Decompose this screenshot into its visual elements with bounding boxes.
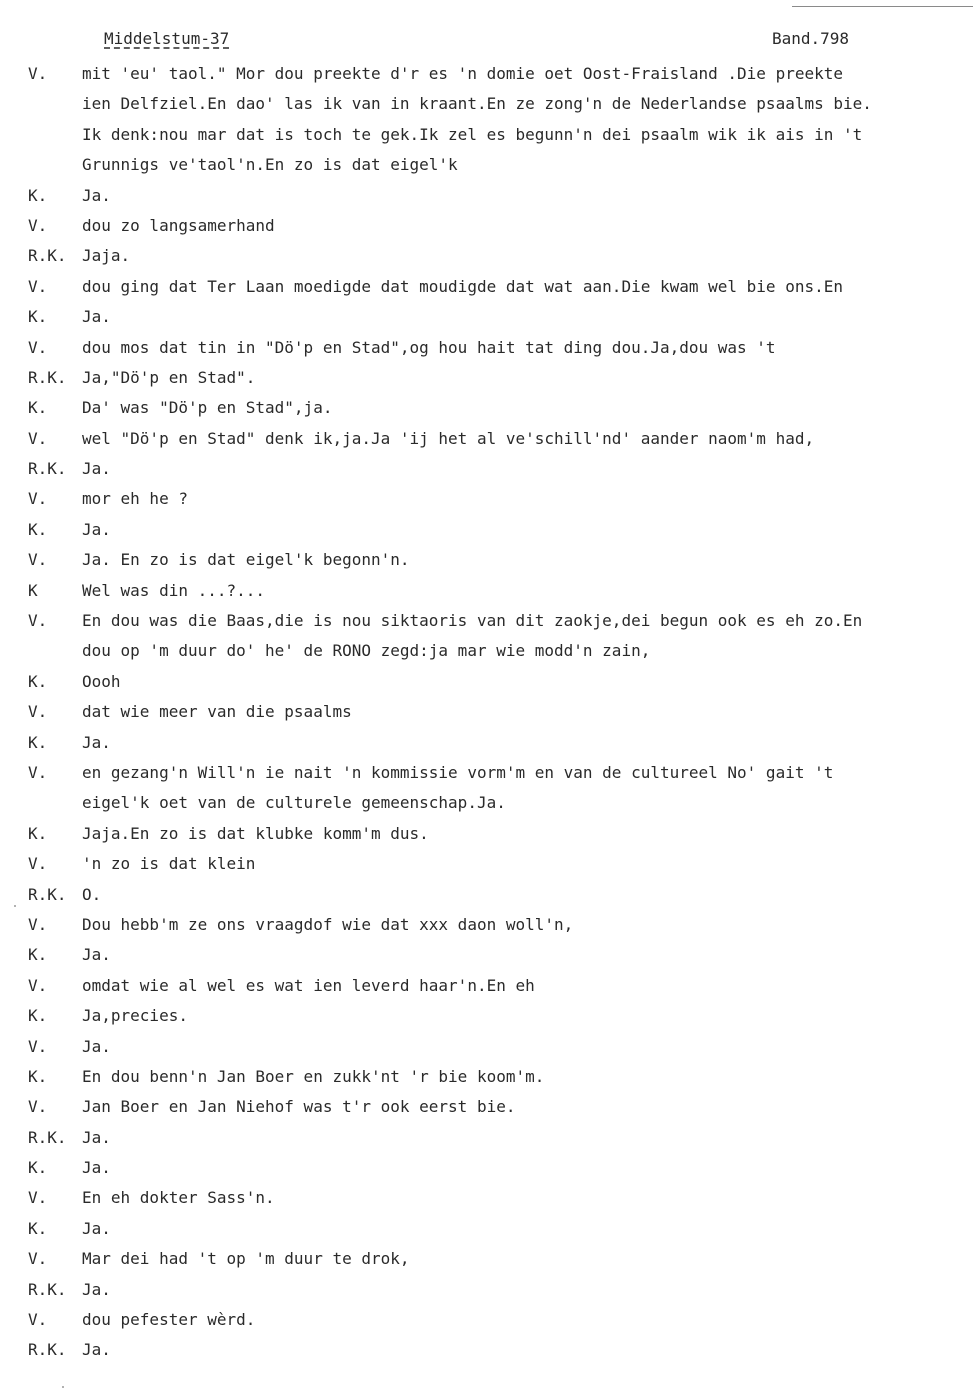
document-title: Middelstum-37 [104,29,230,48]
transcript-line [0,1335,973,1365]
speaker-label: V. [28,550,48,570]
transcript-line [0,1244,973,1274]
utterance-text: Mar dei had 't op 'm duur te drok, [82,1249,410,1269]
speaker-label: K. [28,1218,48,1238]
transcript-line [0,302,973,332]
utterance-text: Jaja. [82,246,131,266]
speaker-label: K [28,580,38,600]
utterance-text: 'n zo is dat klein [82,854,256,874]
transcript-line [0,788,973,818]
speaker-label: K. [28,945,48,965]
utterance-text: Ja. [82,307,111,327]
utterance-text: Ik denk:nou mar dat is toch te gek.Ik zel es begunn'n dei psaalm wik ik ais in 't [82,124,863,144]
utterance-text: mor eh he ? [82,489,188,509]
utterance-text: Ja. [82,519,111,539]
utterance-text: Oooh [82,671,121,691]
transcript-line [0,697,973,727]
transcript-line [0,940,973,970]
speaker-label: K. [28,185,48,205]
transcript-line [0,272,973,302]
speaker-label: V. [28,1310,48,1330]
transcript-line [0,484,973,514]
utterance-text: En eh dokter Sass'n. [82,1188,275,1208]
utterance-text: Ja,"Dö'p en Stad". [82,367,256,387]
utterance-text: dou pefester wèrd. [82,1310,256,1330]
utterance-text: mit 'eu' taol." Mor dou preekte d'r es 'n domie oet Oost-Fraisland .Die preekte [82,64,843,83]
transcript-line [0,515,973,545]
transcript-line [0,424,973,454]
transcript-line [0,910,973,940]
speaker-label: V. [28,489,48,509]
transcript-line [0,120,973,150]
speaker-label: R.K. [28,246,67,266]
top-rule [792,6,973,7]
transcript-line [0,1062,973,1092]
transcript-line [0,150,973,180]
utterance-text: Jaja.En zo is dat klubke komm'm dus. [82,823,429,843]
scan-speck [14,905,16,907]
transcript-line [0,241,973,271]
utterance-text: Dou hebb'm ze ons vraagdof wie dat xxx daon woll'n, [82,914,574,934]
utterance-text: En dou benn'n Jan Boer en zukk'nt 'r bie koom'm. [82,1066,545,1086]
utterance-text: eigel'k oet van de culturele gemeenschap.Ja. [82,793,506,813]
speaker-label: V. [28,1097,48,1117]
transcript-line [0,1153,973,1183]
utterance-text: Da' was "Dö'p en Stad",ja. [82,398,333,418]
transcript-line [0,333,973,363]
utterance-text: dou zo langsamerhand [82,215,275,235]
speaker-label: K. [28,671,48,691]
speaker-label: V. [28,428,48,448]
transcript-line [0,1305,973,1335]
transcript-line [0,880,973,910]
transcript-line [0,59,973,89]
speaker-label: R.K. [28,1340,67,1360]
utterance-text: Ja,precies. [82,1006,188,1026]
utterance-text: dou mos dat tin in "Dö'p en Stad",og hou hait tat ding dou.Ja,dou was 't [82,337,776,357]
speaker-label: V. [28,337,48,357]
utterance-text: Ja. [82,1036,111,1056]
band-number: Band.798 [772,29,850,48]
speaker-label: V. [28,975,48,995]
utterance-text: Ja. En zo is dat eigel'k begonn'n. [82,550,410,570]
speaker-label: R.K. [28,1127,67,1147]
speaker-label: K. [28,519,48,539]
utterance-text: Ja. [82,1279,111,1299]
transcript-line [0,576,973,606]
utterance-text: Ja. [82,185,111,205]
speaker-label: R.K. [28,1279,67,1299]
transcript-line [0,849,973,879]
speaker-label: R.K. [28,884,67,904]
speaker-label: V. [28,215,48,235]
scan-speck [62,1386,64,1388]
utterance-text: Ja. [82,732,111,752]
transcript-line [0,393,973,423]
utterance-text: Ja. [82,1218,111,1238]
transcript-line [0,1183,973,1213]
utterance-text: wel "Dö'p en Stad" denk ik,ja.Ja 'ij het al ve'schill'nd' aander naom'm had, [82,428,815,448]
transcript-line [0,1032,973,1062]
utterance-text: Ja. [82,1158,111,1178]
transcript-line [0,454,973,484]
speaker-label: V. [28,611,48,631]
transcript-line [0,1001,973,1031]
speaker-label: V. [28,702,48,722]
utterance-text: Ja. [82,1127,111,1147]
transcript-line [0,1214,973,1244]
utterance-text: Ja. [82,459,111,479]
utterance-text: omdat wie al wel es wat ien leverd haar'n.En eh [82,975,535,995]
speaker-label: R.K. [28,459,67,479]
transcript-line [0,211,973,241]
speaker-label: V. [28,1036,48,1056]
transcript-line [0,971,973,1001]
utterance-text: dat wie meer van die psaalms [82,702,352,722]
transcript-line [0,181,973,211]
transcript-line [0,667,973,697]
speaker-label: K. [28,307,48,327]
transcript-line [0,1123,973,1153]
utterance-text: Grunnigs ve'taol'n.En zo is dat eigel'k [82,155,458,175]
utterance-text: dou ging dat Ter Laan moedigde dat moudigde dat wat aan.Die kwam wel bie ons.En [82,276,843,296]
transcript-line [0,545,973,575]
utterance-text: dou op 'm duur do' he' de RONO zegd:ja mar wie modd'n zain, [82,641,651,661]
utterance-text: en gezang'n Will'n ie nait 'n kommissie vorm'm en van de cultureel No' gait 't [82,762,834,782]
transcript-lines [0,59,973,1366]
speaker-label: K. [28,823,48,843]
transcript-line [0,636,973,666]
speaker-label: K. [28,732,48,752]
speaker-label: V. [28,854,48,874]
utterance-text: En dou was die Baas,die is nou siktaoris van dit zaokje,dei begun ook es eh zo.En [82,611,863,631]
transcript-line [0,363,973,393]
utterance-text: O. [82,884,102,904]
speaker-label: K. [28,1006,48,1026]
speaker-label: K. [28,1066,48,1086]
transcript-line [0,1275,973,1305]
utterance-text: Jan Boer en Jan Niehof was t'r ook eerst bie. [82,1097,516,1117]
transcript-line [0,89,973,119]
speaker-label: V. [28,762,48,782]
speaker-label: V. [28,1249,48,1269]
speaker-label: V. [28,1188,48,1208]
speaker-label: V. [28,276,48,296]
transcript-line [0,819,973,849]
utterance-text: ien Delfziel.En dao' las ik van in kraant.En ze zong'n de Nederlandse psaalms bie. [82,94,872,114]
speaker-label: K. [28,1158,48,1178]
transcript-line [0,758,973,788]
transcript-line [0,606,973,636]
speaker-label: V. [28,914,48,934]
speaker-label: K. [28,398,48,418]
speaker-label: R.K. [28,367,67,387]
utterance-text: Ja. [82,1340,111,1360]
utterance-text: Ja. [82,945,111,965]
utterance-text: Wel was din ...?... [82,580,266,600]
transcript-line [0,1092,973,1122]
speaker-label: V. [28,64,48,83]
transcript-line [0,728,973,758]
